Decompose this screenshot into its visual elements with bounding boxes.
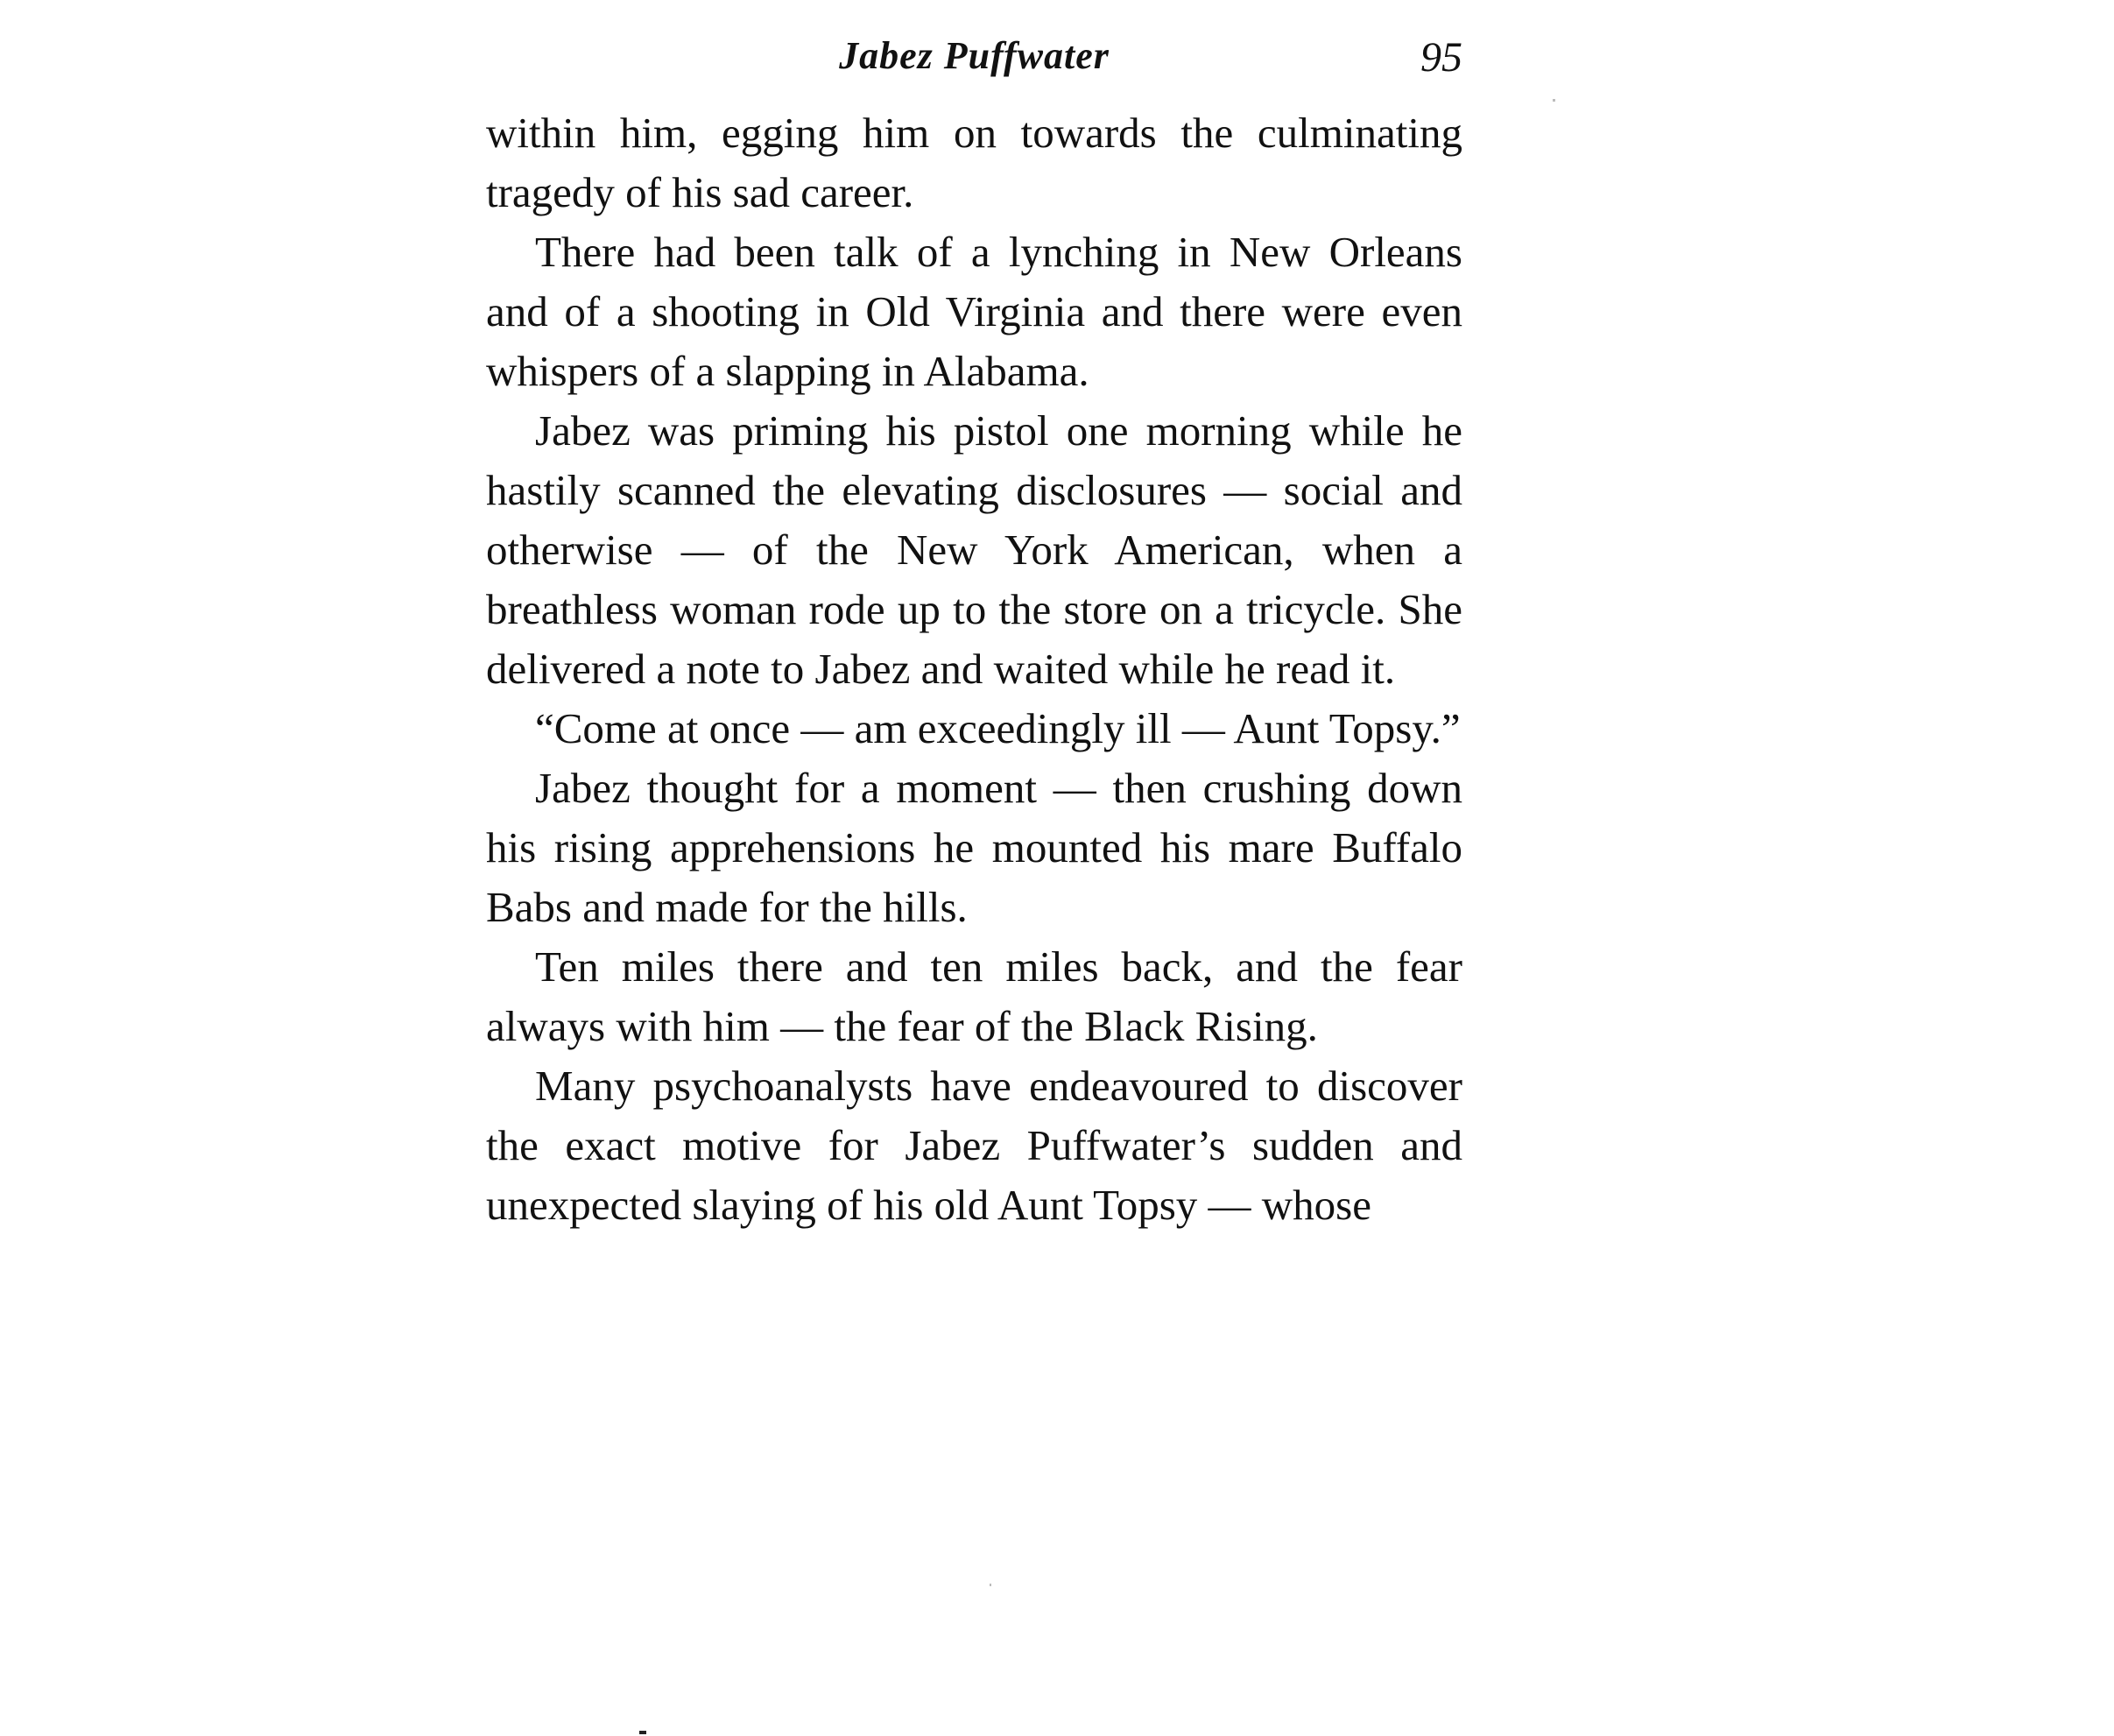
paragraph-7: Many psychoanalysts have endeavoured to discover the exact motive for Jabez Puffwater’s sudden and unexpected slaying of his old Aunt Topsy — whose [486, 1062, 1462, 1229]
paragraph-6: Ten miles there and ten miles back, and the fear always with him — the fear of the Black Rising. [486, 942, 1462, 1050]
scan-speck [1553, 99, 1555, 102]
scan-speck [639, 1731, 646, 1734]
running-title: Jabez Puffwater [839, 34, 1110, 77]
paragraph-1: within him, egging him on towards the culminating tragedy of his sad career. [486, 109, 1462, 216]
page-number: 95 [1420, 34, 1462, 81]
paragraph-2: There had been talk of a lynching in New Orleans and of a shooting in Old Virginia and there were even whispers of a slapping in Alabama. [486, 228, 1462, 395]
paragraph-4: “Come at once — am exceedingly ill — Aunt Topsy.” [535, 704, 1461, 752]
scan-speck [990, 1584, 991, 1586]
paragraph-3: Jabez was priming his pistol one morning while he hastily scanned the elevating disclosures — social and otherwise — of the New York American, when a breathless woman rode up to the store on a tricycle. She delivered a note to Jabez and waited while he read it. [486, 406, 1462, 693]
paragraph-5: Jabez thought for a moment — then crushing down his rising apprehensions he mounted his mare Buffalo Babs and made for the hills. [486, 764, 1462, 931]
page-header [486, 25, 1462, 86]
body-text [486, 103, 1462, 1235]
